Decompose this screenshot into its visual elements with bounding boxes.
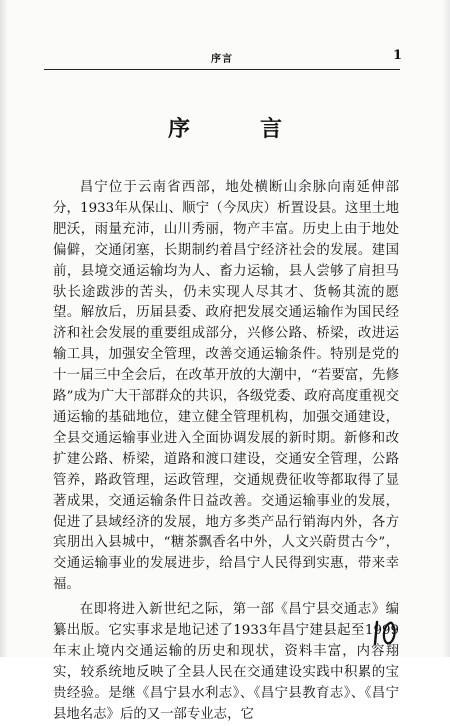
paragraph-2: 在即将进入新世纪之际，第一部《昌宁县交通志》编纂出版。它实事求是地记述了1933年昌宁建县起至1999年末止境内交通运输的历史和现状，资料丰富，内容翔实，较系统地反映了全县人民在交通建设实践中积累的宝贵经验。是继《昌宁县水利志》、《昌宁县教育志》、《昌宁县地名志》后的又一部专业志，它: [53, 602, 399, 722]
page-number: 1: [392, 48, 402, 63]
header-divider-rule: [44, 69, 400, 70]
paragraph-1: 昌宁位于云南省西部，地处横断山余脉向南延伸部分，1933年从保山、顺宁（今凤庆）析置设县。这里土地肥沃，雨量充沛，山川秀丽，物产丰富。历史上由于地处偏僻，交通闭塞，长期制约着昌宁经济社会的发展。建国前，县境交通运输均为人、畜力运输，县人尝够了肩担马驮长途跋涉的苦头，仍未实现人尽其才、货畅其流的愿望。解放后，历届县委、政府把发展交通运输作为国民经济和社会发展的重要组成部分，兴修公路、桥梁，改进运输工具，加强安全管理，改善交通运输条件。特别是党的十一届三中全会后，在改革开放的大潮中，“若要富，先修路”成为广大干部群众的共识，各级党委、政府高度重视交通运输的基础地位，建立健全管理机构，加强交通建设，全县交通运输事业进入全面协调发展的新时期。新修和改扩建公路、桥梁，道路和渡口建设，交通安全管理，公路管养，路政管理，运政管理，交通规费征收等都取得了显著成果，交通运输条件日益改善。交通运输事业的发展，促进了县域经济的发展，地方多类产品行销海内外，各方宾朋出入县城中，“糖茶飘香名中外，人文兴蔚贯古今”，交通运输事业的发展进步，给昌宁人民得到实惠，带来幸福。: [53, 180, 399, 593]
handwritten-page-mark: [371, 618, 401, 646]
running-header: [44, 50, 400, 66]
body-text: [53, 178, 399, 726]
scan-edge-shadow-right: [442, 0, 450, 657]
scan-edge-shadow-left: [0, 0, 8, 657]
running-header-title: 序言: [211, 54, 233, 65]
chapter-title: 序 言: [167, 116, 306, 142]
